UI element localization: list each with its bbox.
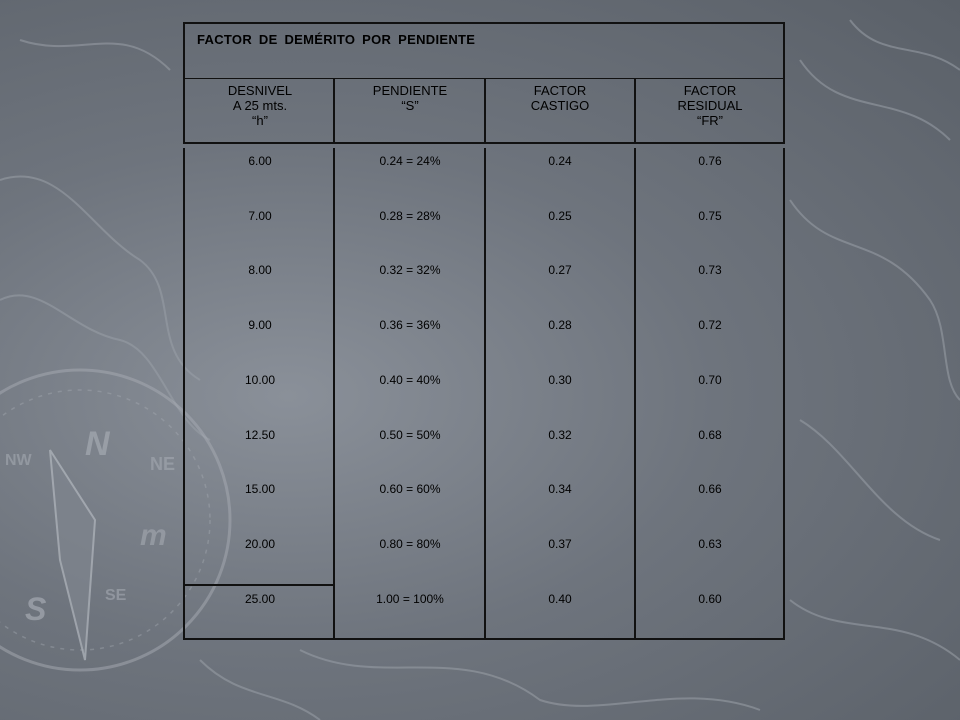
table-cell: 1.00 = 100% <box>376 592 444 606</box>
compass-n-label: N <box>85 425 110 463</box>
table-cell: 6.00 <box>248 154 272 168</box>
header-castigo-line1: FACTOR <box>533 83 587 98</box>
table-cell: 0.27 <box>548 263 572 277</box>
table-cell: 0.60 = 60% <box>379 482 441 496</box>
header-residual-line2: RESIDUAL <box>677 98 743 113</box>
table-cell: 25.00 <box>244 592 276 606</box>
table-cell: 0.50 = 50% <box>379 428 441 442</box>
table-cell: 0.72 <box>698 318 722 332</box>
table-title: FACTOR DE DEMÉRITO POR PENDIENTE <box>197 32 476 47</box>
table-cell: 0.66 <box>698 482 722 496</box>
compass-m-label: m <box>140 519 167 552</box>
table-cell: 0.24 = 24% <box>379 154 441 168</box>
header-pendiente <box>335 79 485 142</box>
table-cell: 0.32 <box>548 428 572 442</box>
table-cell: 0.75 <box>698 209 722 223</box>
table-cell: 0.37 <box>548 537 572 551</box>
table-cell: 9.00 <box>248 318 272 332</box>
table-header-row <box>183 78 785 144</box>
header-desnivel-line1: DESNIVEL <box>227 83 293 98</box>
table-cell: 8.00 <box>248 263 272 277</box>
compass-nw-label: NW <box>5 452 32 469</box>
header-divider <box>333 79 335 143</box>
header-divider <box>634 79 636 143</box>
header-factor-residual <box>635 79 785 142</box>
header-desnivel-line3: “h” <box>252 113 268 128</box>
table-title-box <box>183 22 785 78</box>
table-cell: 0.40 = 40% <box>379 373 441 387</box>
table-cell: 0.63 <box>698 537 722 551</box>
table-cell: 0.36 = 36% <box>379 318 441 332</box>
table-cell: 0.76 <box>698 154 722 168</box>
table-cell: 0.68 <box>698 428 722 442</box>
header-pendiente-line1: PENDIENTE <box>372 83 448 98</box>
header-residual-line3: “FR” <box>697 113 723 128</box>
table-cell: 0.28 <box>548 318 572 332</box>
table-cell: 7.00 <box>248 209 272 223</box>
header-residual-line1: FACTOR <box>683 83 737 98</box>
compass-ne-label: NE <box>150 454 176 474</box>
table-cell: 0.25 <box>548 209 572 223</box>
table-cell: 0.80 = 80% <box>379 537 441 551</box>
table-cell: 0.73 <box>698 263 722 277</box>
table-cell: 20.00 <box>244 537 276 551</box>
table-cell: 0.34 <box>548 482 572 496</box>
table-cell: 0.32 = 32% <box>379 263 441 277</box>
header-divider <box>484 79 486 143</box>
header-factor-castigo <box>485 79 635 142</box>
table-cell: 12.50 <box>244 428 276 442</box>
last-row-divider <box>185 584 335 586</box>
header-desnivel <box>185 79 335 142</box>
compass-se-label: SE <box>105 587 127 604</box>
table-cell: 0.24 <box>548 154 572 168</box>
header-castigo-line2: CASTIGO <box>530 98 590 113</box>
table-cell: 10.00 <box>244 373 276 387</box>
header-desnivel-line2: A 25 mts. <box>232 98 288 113</box>
table-cell: 0.60 <box>698 592 722 606</box>
table-cell: 15.00 <box>244 482 276 496</box>
table-cell: 0.40 <box>548 592 572 606</box>
table-cell: 0.30 <box>548 373 572 387</box>
table-cell: 0.70 <box>698 373 722 387</box>
table-body <box>183 148 785 640</box>
header-pendiente-line2: “S” <box>401 98 419 113</box>
compass-s-label: S <box>25 591 47 627</box>
table-cell: 0.28 = 28% <box>379 209 441 223</box>
